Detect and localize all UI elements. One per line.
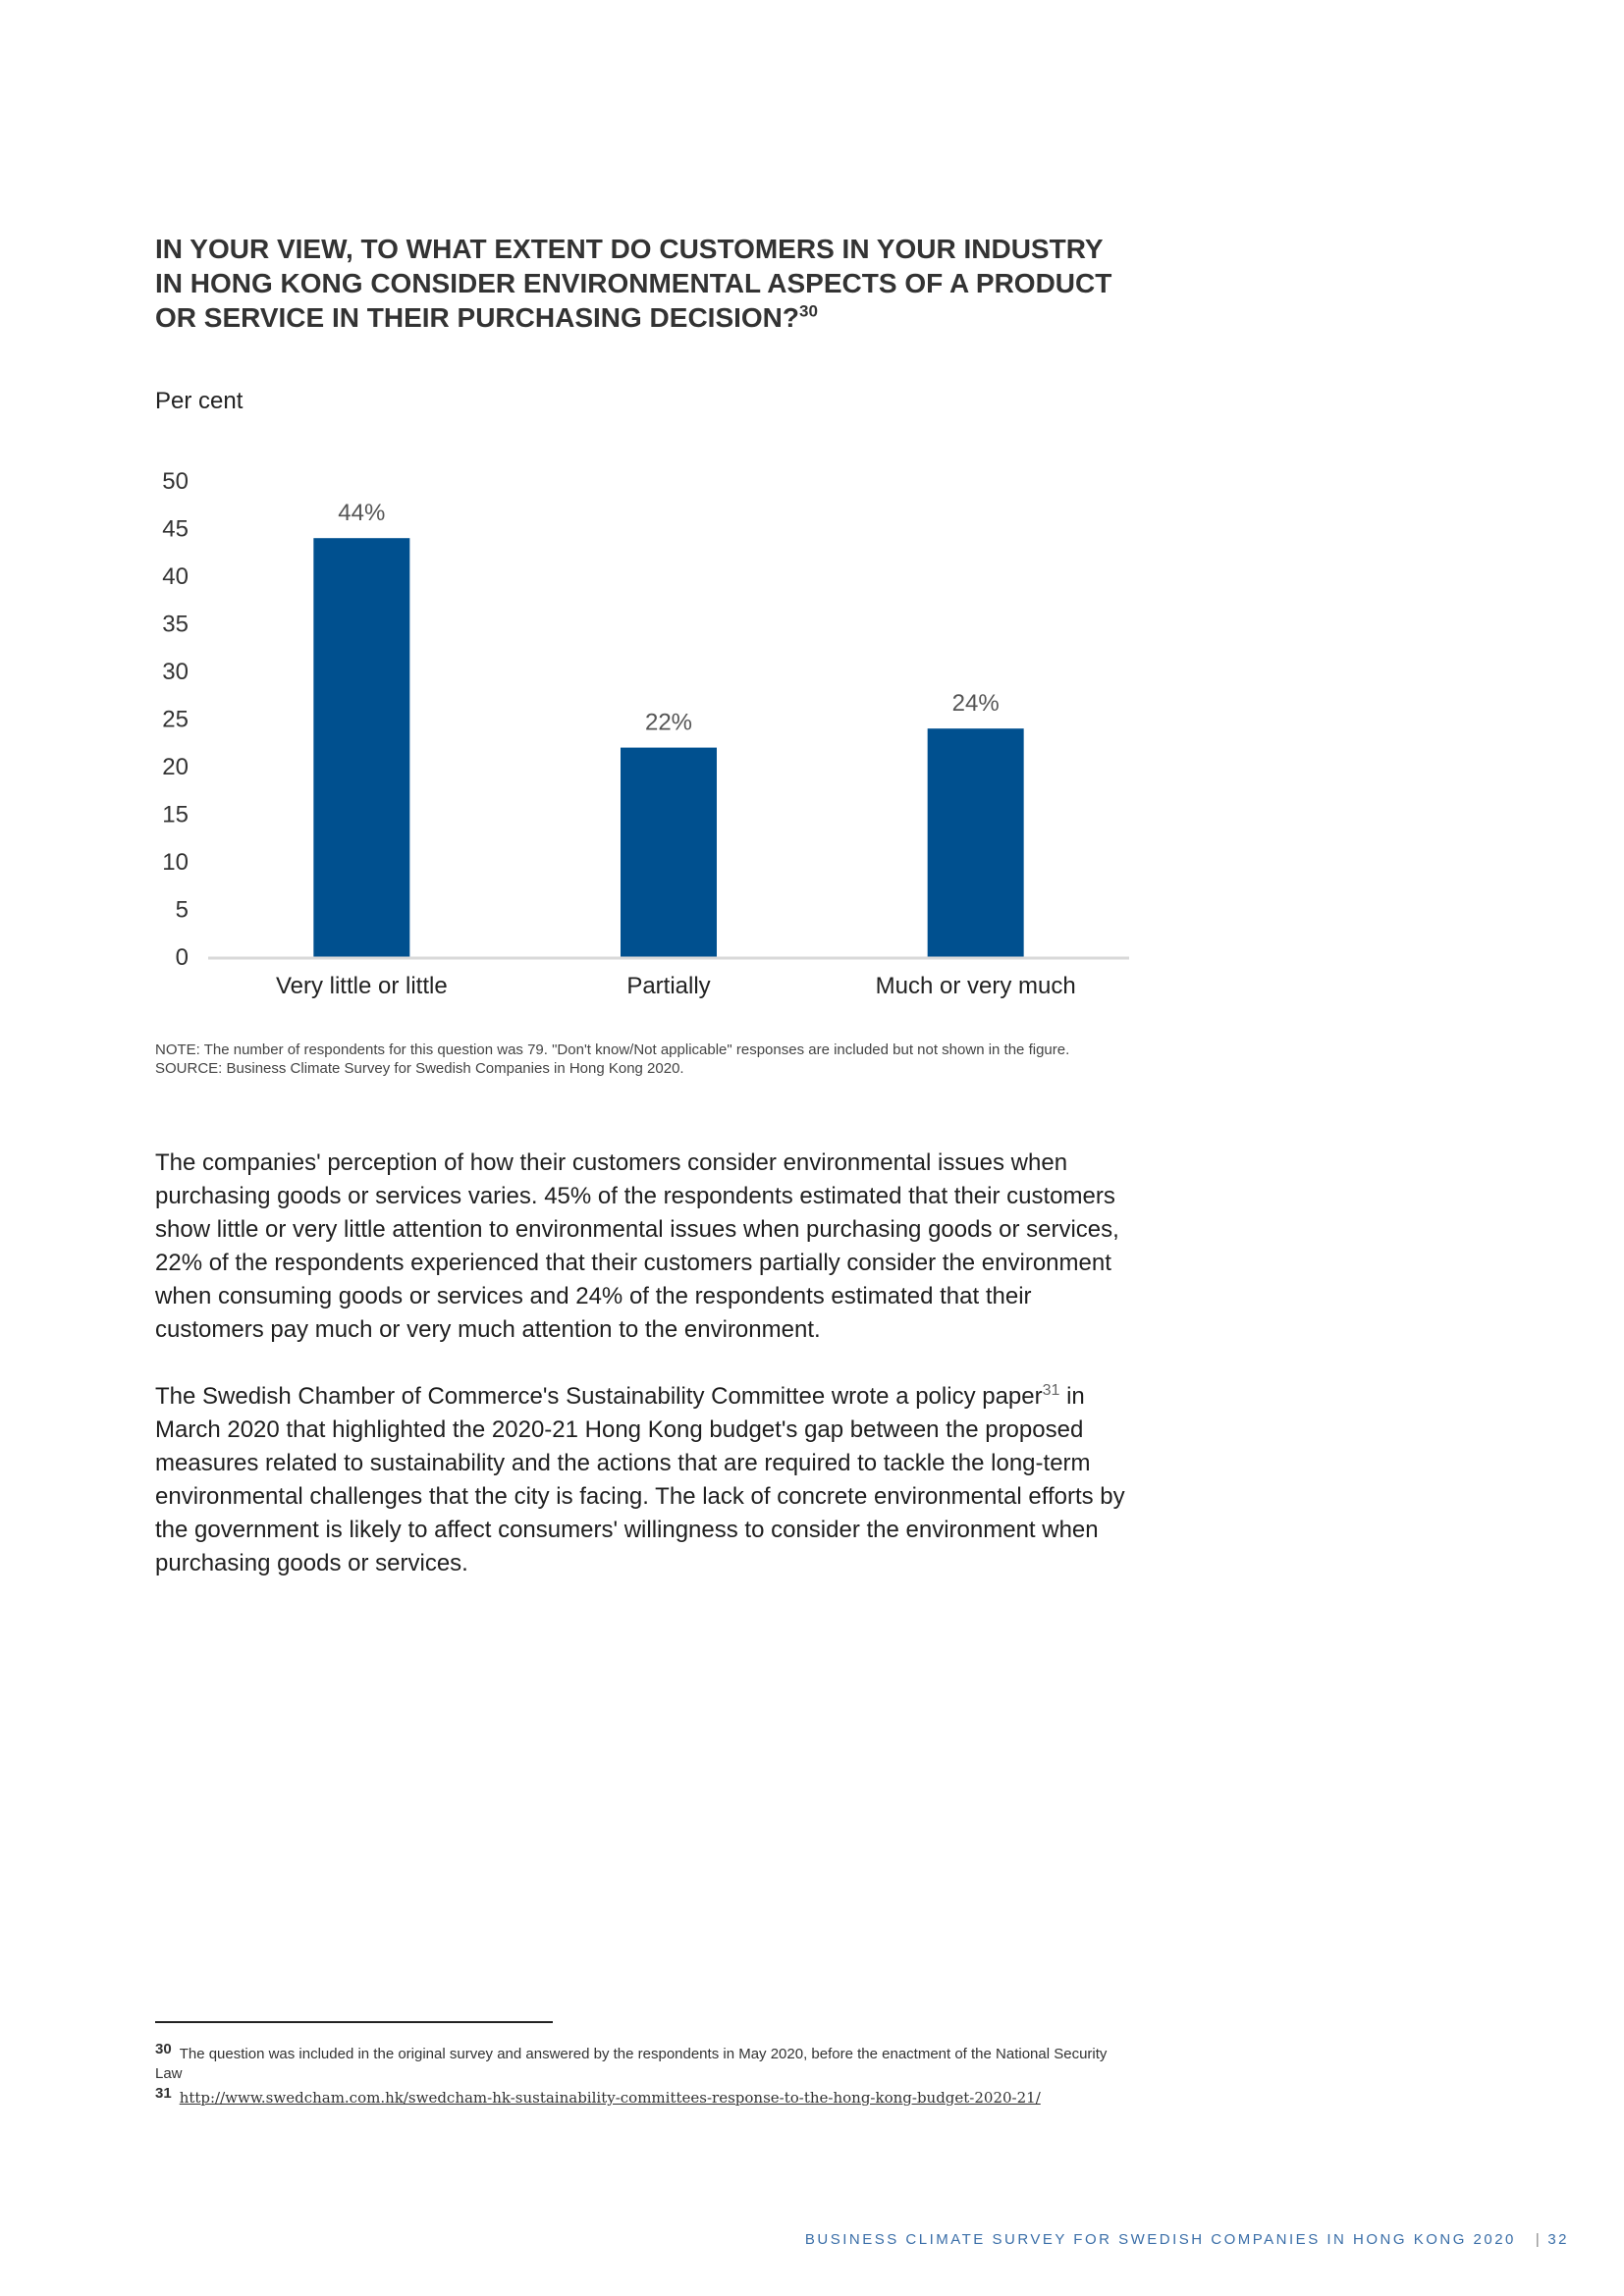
x-axis-labels xyxy=(276,973,1076,999)
footnote-31-number: 31 xyxy=(155,2085,172,2102)
bar-1 xyxy=(621,748,717,957)
chart-note xyxy=(155,1041,1137,1078)
y-axis-unit-label: Per cent xyxy=(155,388,244,414)
paragraph-2 xyxy=(155,1380,1137,1580)
footnote-30-text: The question was included in the original survey and answered by the respondents in May 2020, before the enactment of the National Security Law xyxy=(155,2046,1108,2082)
y-tick-label-15: 15 xyxy=(162,801,189,828)
y-tick-label-40: 40 xyxy=(162,563,189,590)
category-label-2: Much or very much xyxy=(875,973,1076,999)
category-label-1: Partially xyxy=(626,973,711,999)
footnote-ref-31[interactable]: 31 xyxy=(1042,1382,1060,1399)
body-text xyxy=(155,1147,1137,1614)
data-label-0: 44% xyxy=(338,500,386,527)
chart-title-text: IN YOUR VIEW, TO WHAT EXTENT DO CUSTOMERS IN YOUR INDUSTRY IN HONG KONG CONSIDER ENVIRONMENTAL ASPECTS OF A PRODUCT OR SERVICE IN THEIR PURCHASING DECISION? xyxy=(155,234,1112,333)
bars xyxy=(313,500,1023,957)
bar-chart xyxy=(0,0,1624,1041)
note-text: NOTE: The number of respondents for this question was 79. "Don't know/Not applicable" responses are included but not shown in the figure. xyxy=(155,1041,1070,1058)
y-tick-label-5: 5 xyxy=(175,896,189,924)
footnotes xyxy=(155,2040,1137,2109)
footnote-ref-30[interactable]: 30 xyxy=(799,301,818,321)
footnote-30-number: 30 xyxy=(155,2041,172,2057)
page-footer xyxy=(805,2231,1569,2248)
footer-separator: | xyxy=(1535,2231,1543,2248)
page-number: 32 xyxy=(1547,2231,1569,2248)
category-label-0: Very little or little xyxy=(275,973,448,999)
footnote-31 xyxy=(155,2084,1137,2109)
y-tick-label-0: 0 xyxy=(175,944,189,971)
y-tick-label-45: 45 xyxy=(162,515,189,543)
footnote-30 xyxy=(155,2040,1137,2084)
data-label-1: 22% xyxy=(644,709,693,736)
y-tick-label-10: 10 xyxy=(162,849,189,876)
paragraph-2-rest: in March 2020 that highlighted the 2020-21 Hong Kong budget's gap between the proposed measures related to sustainability and the actions that are required to tackle the long-term environmental challenges that the city is facing. The lack of concrete environmental efforts by the government is likely to affect consumers' willingness to consider the environment when purchasing goods or services. xyxy=(155,1383,1125,1576)
bar-2 xyxy=(928,728,1024,957)
footnote-divider xyxy=(155,2021,553,2023)
footer-title: BUSINESS CLIMATE SURVEY FOR SWEDISH COMPANIES IN HONG KONG 2020 xyxy=(804,2231,1516,2248)
paragraph-2-start: The Swedish Chamber of Commerce's Sustainability Committee wrote a policy paper xyxy=(155,1383,1043,1410)
data-label-2: 24% xyxy=(951,690,1000,718)
y-axis-ticks xyxy=(162,468,189,971)
bar-0 xyxy=(313,538,409,957)
y-tick-label-35: 35 xyxy=(162,611,189,638)
source-text: SOURCE: Business Climate Survey for Swedish Companies in Hong Kong 2020. xyxy=(155,1060,684,1077)
y-tick-label-25: 25 xyxy=(162,706,189,733)
y-tick-label-30: 30 xyxy=(162,659,189,685)
y-tick-label-20: 20 xyxy=(162,754,189,780)
y-tick-label-50: 50 xyxy=(162,468,189,495)
paragraph-1: The companies' perception of how their customers consider environmental issues when purchasing goods or services varies. 45% of the respondents estimated that their customers show little or very little attention to environmental issues when purchasing goods or services, 22% of the respondents experienced that their customers partially consider the environment when consuming goods or services and 24% of the respondents estimated that their customers pay much or very much attention to the environment. xyxy=(155,1149,1119,1343)
footnote-31-link[interactable]: http://www.swedcham.com.hk/swedcham-hk-sustainability-committees-response-to-the-hong-kong-budget-2020-21/ xyxy=(179,2089,1041,2107)
